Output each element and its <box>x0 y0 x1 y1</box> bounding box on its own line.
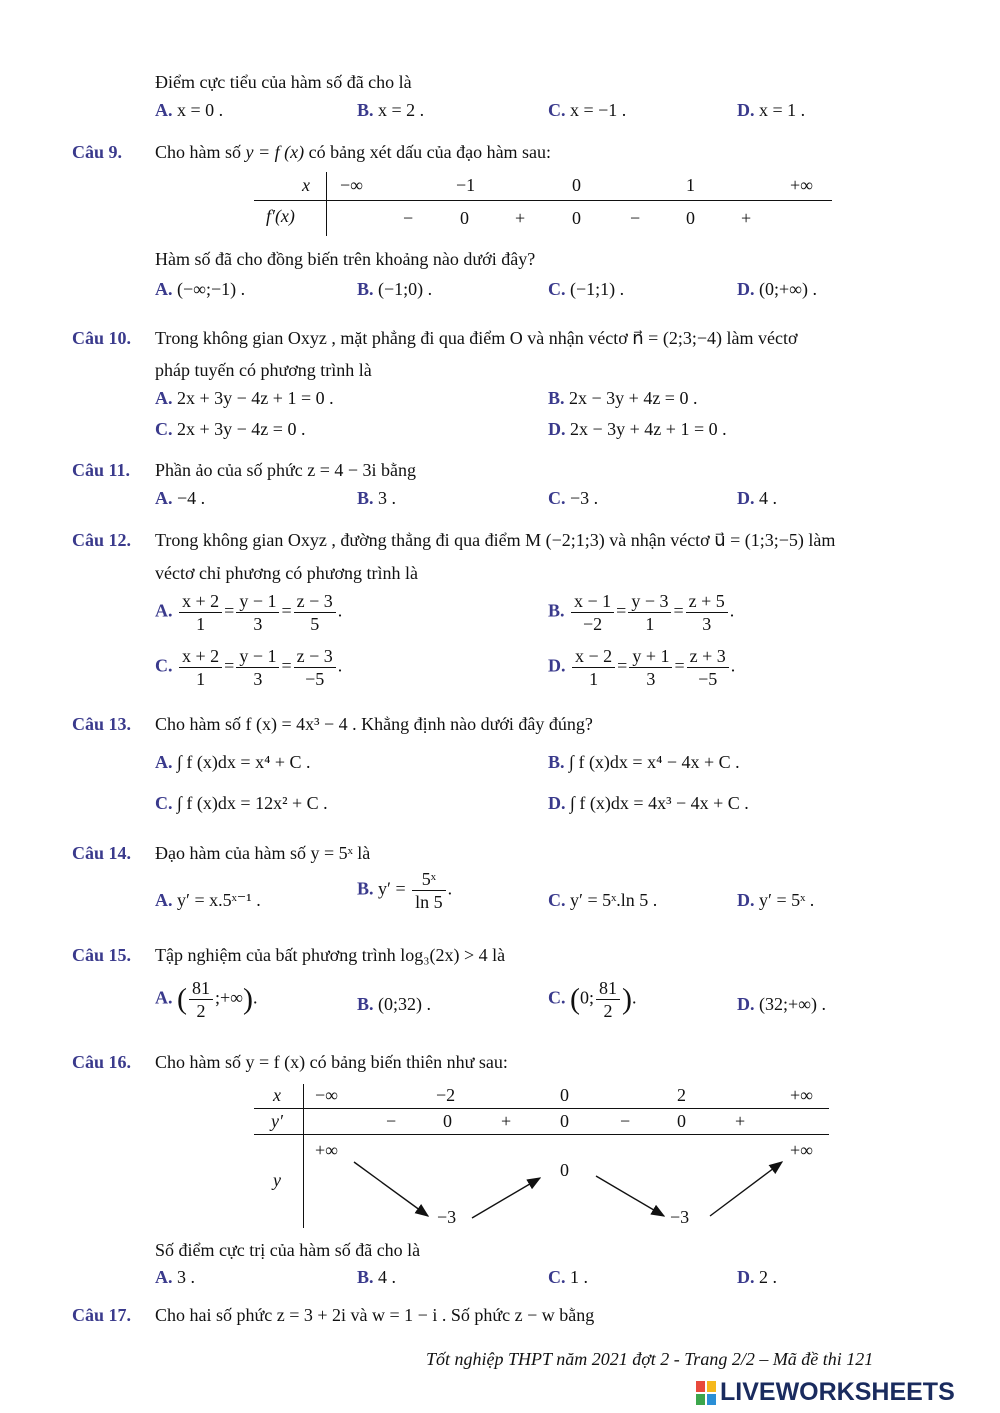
option-text: x = 1 . <box>759 100 806 120</box>
q11-option-c[interactable]: C. −3 . <box>548 488 599 508</box>
q10-stem: Trong không gian Oxyz , mặt phẳng đi qua điểm O và nhận véctơ n⃗ = (2;3;−4) làm véctơ <box>155 328 798 348</box>
q13-option-a[interactable]: A. ∫ f (x)dx = x⁴ + C . <box>155 752 311 772</box>
option-letter: B. <box>357 100 374 120</box>
logo-text: LIVEWORKSHEETS <box>720 1378 955 1406</box>
q17-label: Câu 17. <box>72 1305 132 1325</box>
q11-stem: Phần ảo của số phức z = 4 − 3i bằng <box>155 460 416 480</box>
page-footer: Tốt nghiệp THPT năm 2021 đợt 2 - Trang 2/2 – Mã đề thi 121 <box>426 1349 874 1369</box>
q16-y-val: −3 <box>670 1207 690 1227</box>
arrow-down <box>354 1162 428 1216</box>
q14-option-b[interactable]: B. y′ = $\frac{\text{5ˣ}}{\ln 5}$ . <box>357 869 453 912</box>
q13-option-b[interactable]: B. ∫ f (x)dx = x⁴ − 4x + C . <box>548 752 740 772</box>
q10-label: Câu 10. <box>72 328 132 348</box>
q16-y-val: +∞ <box>315 1140 338 1160</box>
q16-x-val: −∞ <box>315 1085 338 1105</box>
q9-x-val: 1 <box>686 175 695 195</box>
q9-table-f-head: f′(x) <box>266 206 295 226</box>
q16-y-val: +∞ <box>790 1140 813 1160</box>
liveworksheets-logo[interactable] <box>696 1378 955 1408</box>
q16-x-val: +∞ <box>790 1085 813 1105</box>
q11-option-a[interactable]: A. −4 . <box>155 488 206 508</box>
q9-option-b[interactable]: B. (−1;0) . <box>357 279 433 299</box>
arrow-up <box>472 1178 540 1218</box>
q13-option-c[interactable]: C. ∫ f (x)dx = 12x² + C . <box>155 793 328 813</box>
q14-option-d[interactable]: D. y′ = 5ˣ . <box>737 890 815 910</box>
q10-option-b[interactable]: B. 2x − 3y + 4z = 0 . <box>548 388 698 408</box>
q16-sign: 0 <box>560 1111 569 1131</box>
q13-stem: Cho hàm số f (x) = 4x³ − 4 . Khẳng định nào dưới đây đúng? <box>155 714 593 734</box>
q16-y-val: 0 <box>560 1160 569 1180</box>
q11-label: Câu 11. <box>72 460 131 480</box>
q15-stem: Tập nghiệm của bất phương trình log₃(2x) > 4 là <box>155 945 506 965</box>
q16-head-y: y <box>273 1170 281 1190</box>
option-text: x = 0 . <box>177 100 224 120</box>
q10-option-c[interactable]: C. 2x + 3y − 4z = 0 . <box>155 419 306 439</box>
q16-x-val: −2 <box>436 1085 456 1105</box>
q12-option-b[interactable]: B. $\frac{x - 1}{-2}$ = $\frac{y - 3}{1}$ = $\frac{z + 5}{3}$ . <box>548 591 735 634</box>
q15-option-b[interactable]: B. (0;32) . <box>357 994 432 1014</box>
q9-x-val: −1 <box>456 175 476 195</box>
q9-sign: 0 <box>460 208 469 228</box>
q12-option-d[interactable]: D. $\frac{x - 2}{1}$ = $\frac{y + 1}{3}$ = $\frac{z + 3}{-5}$ . <box>548 646 736 689</box>
q9-option-c[interactable]: C. (−1;1) . <box>548 279 625 299</box>
q9-option-d[interactable]: D. (0;+∞) . <box>737 279 817 299</box>
q16-sign: − <box>386 1111 397 1131</box>
q16-head-yprime: y′ <box>271 1111 283 1131</box>
q16-option-d[interactable]: D. 2 . <box>737 1267 777 1287</box>
q17-stem: Cho hai số phức z = 3 + 2i và w = 1 − i . Số phức z − w bằng <box>155 1305 595 1325</box>
q12-label: Câu 12. <box>72 530 132 550</box>
arrow-up <box>710 1162 782 1216</box>
q15-label: Câu 15. <box>72 945 132 965</box>
q9-stem: Cho hàm số y = f (x) có bảng xét dấu của đạo hàm sau: <box>155 142 552 162</box>
q9-sign: − <box>630 208 641 228</box>
q9-option-a[interactable]: A. (−∞;−1) . <box>155 279 246 299</box>
q14-stem: Đạo hàm của hàm số y = 5ˣ là <box>155 843 371 863</box>
q12-stem: Trong không gian Oxyz , đường thẳng đi qua điểm M (−2;1;3) và nhận véctơ u⃗ = (1;3;−5) làm <box>155 530 836 550</box>
q15-option-a[interactable]: A. ( $\frac{81}{2}$ ;+∞). <box>155 978 258 1021</box>
q15-option-c[interactable]: C. (0; $\frac{81}{2}$ ). <box>548 978 637 1021</box>
q10-option-a[interactable]: A. 2x + 3y − 4z + 1 = 0 . <box>155 388 334 408</box>
q15-option-d[interactable]: D. (32;+∞) . <box>737 994 826 1014</box>
q9-x-val: +∞ <box>790 175 813 195</box>
arrow-down <box>596 1176 664 1216</box>
q16-y-val: −3 <box>437 1207 457 1227</box>
q9-x-val: 0 <box>572 175 581 195</box>
option-letter: D. <box>737 100 755 120</box>
q16-sign: 0 <box>443 1111 452 1131</box>
q12-option-c[interactable]: C. $\frac{x + 2}{1}$ = $\frac{y - 1}{3}$ = $\frac{z - 3}{-5}$ . <box>155 646 343 689</box>
option-text: x = −1 . <box>570 100 627 120</box>
q10-option-d[interactable]: D. 2x − 3y + 4z + 1 = 0 . <box>548 419 727 439</box>
q9-question: Hàm số đã cho đồng biến trên khoảng nào dưới đây? <box>155 249 536 269</box>
q16-option-c[interactable]: C. 1 . <box>548 1267 588 1287</box>
q9-sign: 0 <box>572 208 581 228</box>
q8-stem: Điểm cực tiểu của hàm số đã cho là <box>155 72 412 92</box>
q14-option-c[interactable]: C. y′ = 5ˣ.ln 5 . <box>548 890 658 910</box>
q14-label: Câu 14. <box>72 843 132 863</box>
q16-option-a[interactable]: A. 3 . <box>155 1267 195 1287</box>
q16-question: Số điểm cực trị của hàm số đã cho là <box>155 1240 421 1260</box>
q9-x-val: −∞ <box>340 175 363 195</box>
q16-x-val: 2 <box>677 1085 686 1105</box>
q16-sign: 0 <box>677 1111 686 1131</box>
q13-option-d[interactable]: D. ∫ f (x)dx = 4x³ − 4x + C . <box>548 793 749 813</box>
q16-sign: + <box>735 1111 746 1131</box>
q9-sign: 0 <box>686 208 695 228</box>
option-letter: A. <box>155 100 173 120</box>
q13-label: Câu 13. <box>72 714 132 734</box>
q16-sign: − <box>620 1111 631 1131</box>
q9-label: Câu 9. <box>72 142 123 162</box>
option-text: x = 2 . <box>378 100 425 120</box>
q10-stem-2: pháp tuyến có phương trình là <box>155 360 372 380</box>
q16-x-val: 0 <box>560 1085 569 1105</box>
q12-stem-2: véctơ chỉ phương có phương trình là <box>155 563 419 583</box>
q9-sign: + <box>741 208 752 228</box>
q9-sign: + <box>515 208 526 228</box>
q16-label: Câu 16. <box>72 1052 132 1072</box>
q16-stem: Cho hàm số y = f (x) có bảng biến thiên như sau: <box>155 1052 508 1072</box>
logo-mark-icon <box>696 1381 716 1405</box>
q9-sign: − <box>403 208 414 228</box>
option-letter: C. <box>548 100 566 120</box>
q11-option-b[interactable]: B. 3 . <box>357 488 397 508</box>
q14-option-a[interactable]: A. y′ = x.5ˣ⁻¹ . <box>155 890 261 910</box>
q16-sign: + <box>501 1111 512 1131</box>
q9-table-x-head: x <box>302 175 310 195</box>
q16-head-x: x <box>273 1085 281 1105</box>
q16-option-b[interactable]: B. 4 . <box>357 1267 397 1287</box>
q12-option-a[interactable]: A. $\frac{x + 2}{1}$ = $\frac{y - 1}{3}$ = $\frac{z - 3}{5}$ . <box>155 591 343 634</box>
q11-option-d[interactable]: D. 4 . <box>737 488 777 508</box>
